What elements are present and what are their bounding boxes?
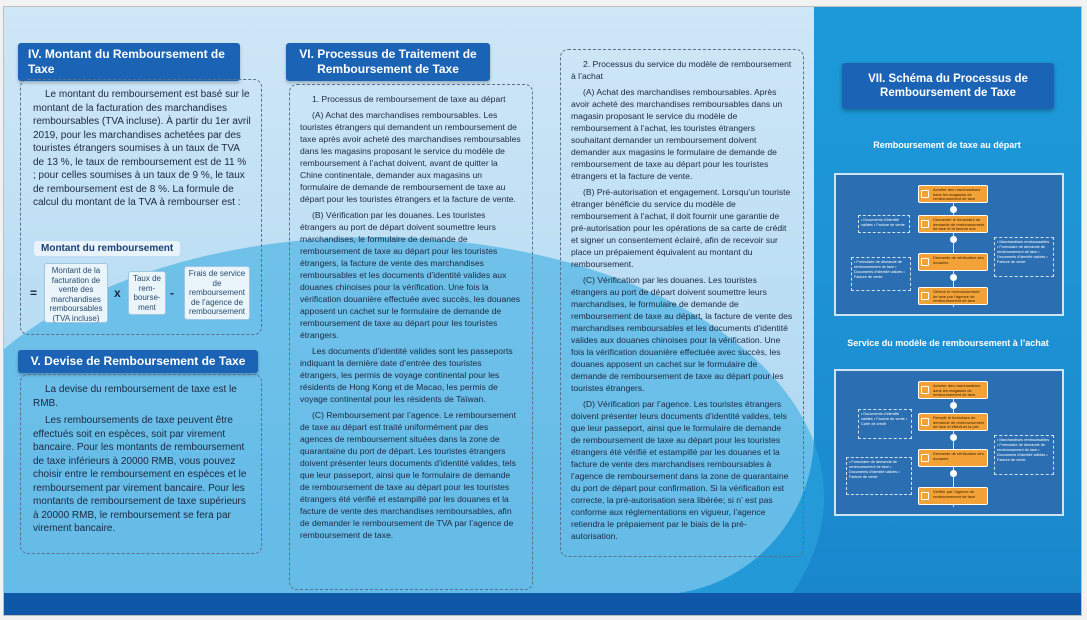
section5-p2: Les remboursements de taxe peuvent être effectués soit en espèces, soit par virement bancaire. Pour les montants de remboursement de taxe inférieurs à 20000 RMB, vous pouvez choisir entre le remboursement en espèces et le remboursement par virement bancaire. Pour les montants de remboursement de taxe supérieurs à 20000 RMB, le remboursement se fera par virement bancaire. bbox=[33, 415, 247, 534]
step-marker bbox=[950, 274, 957, 281]
footer-band bbox=[4, 593, 1081, 615]
section5-title: V. Devise de Remboursement de Taxe bbox=[18, 350, 258, 373]
diagram2-left-note-b: • Formulaire de demande de remboursement de taxe • Documents d’identité valides • Facture de vente bbox=[846, 457, 912, 495]
section6-title: VI. Processus de Traitement de Remboursement de Taxe bbox=[286, 43, 490, 81]
diagram2-title: Service du modèle de remboursement à l’achat bbox=[847, 338, 1049, 348]
section6-p2: (A) Achat des marchandises remboursables. Les touristes étrangers qui demandent un remboursement de taxe après avoir acheté des marchandises remboursables dans les magasins proposant le service du modèle de remboursement à l’achat doivent, avant de quitter la Chine continentale, demander aux magasins un formulaire de demande de remboursement de taxe au départ pour les touristes étrangers et la facture de vente. bbox=[300, 110, 521, 204]
formula-equals: = bbox=[30, 286, 38, 300]
cart-icon bbox=[921, 386, 929, 394]
diagram2-node-preauth: Remplir le formulaire de demande de remboursement de taxe et effectuer la pré-autorisation bbox=[918, 413, 988, 431]
section6-p5: (C) Remboursement par l’agence. Le remboursement de taxe au départ est traité uniformément par des agences de remboursement situées dans la zone de quarantaine du port de départ. Les touristes étrangers doivent présenter leurs documents d’identité valides, tels que leur passeport, ainsi que le formulaire de demande de remboursement de taxe au départ pour les touristes étrangers été vérifié et estampillé par les douanes et la facture de vente des marchandises remboursables, afin de demander le remboursement de TVA par l’agence de remboursement de taxe. bbox=[300, 410, 516, 540]
diagram1-node-form: Demander le formulaire de demande de remboursement de taxe et la facture aux magasins bbox=[918, 215, 988, 233]
diagram2-node-customs: Demande de vérification des douanes bbox=[918, 449, 988, 467]
section6-p3: (B) Vérification par les douanes. Les touristes étrangers au port de départ doivent soumettre leurs marchandises, le formulaire de demande de remboursement de taxe au départ pour les touristes étrangers, la facture de vente des marchandises remboursables et les documents d’identité valides aux douanes chinoises pour la vérification. Une fois la vérification douanière effectuée avec succès, les douanes apposent un cachet sur le formulaire de demande de remboursement de taxe au départ pour les touristes étrangers. bbox=[300, 210, 521, 340]
section6b-box bbox=[560, 49, 804, 557]
formula-title: Montant du remboursement bbox=[34, 241, 180, 256]
step-marker bbox=[950, 206, 957, 213]
section6b-p3: (B) Pré-autorisation et engagement. Lorsqu’un touriste étranger bénéficie du service du modèle de remboursement à l’achat, il doit fournir une garantie de pré-autorisation pour les opérations de sa carte de crédit et signer un consentement éclairé, afin de recevoir sur place un prépaiement équivalent au montant du remboursement. bbox=[571, 187, 791, 269]
step-marker bbox=[950, 402, 957, 409]
diagram1-title: Remboursement de taxe au départ bbox=[873, 140, 1021, 150]
document-icon bbox=[921, 220, 929, 228]
formula-minus: - bbox=[170, 286, 174, 300]
diagram1-left-note-a: • Documents d’identité valides • Facture de vente bbox=[858, 215, 910, 233]
card-icon bbox=[921, 418, 929, 426]
section6-box bbox=[289, 84, 533, 590]
formula-times: x bbox=[114, 286, 121, 300]
cart-icon bbox=[921, 190, 929, 198]
stamp-icon bbox=[921, 258, 929, 266]
diagram1-node-refund: Obtenir le remboursement de taxe par l’agence de remboursement de taxe bbox=[918, 287, 988, 305]
diagram1-left-note-b: • Formulaire de demande de remboursement de taxe • Documents d’identité valides • Facture de vente bbox=[851, 257, 911, 291]
stamp-icon bbox=[921, 454, 929, 462]
formula-term-sales-amount: Montant de la facturation de vente des marchandises remboursables (TVA incluse) bbox=[44, 263, 108, 323]
section6-p4: Les documents d’identité valides sont les passeports indiquant la dernière date d’entrée des touristes étrangers, les permis de voyage continental pour les résidents de Hong Kong et de Macao, les permis de voyage continental pour les résidents de Taïwan. bbox=[300, 346, 513, 404]
diagram2-left-note-a: • Documents d’identité valides • Facture de vente • Carte de crédit bbox=[858, 409, 912, 439]
section6b-p1: 2. Processus du service du modèle de remboursement à l’achat bbox=[571, 59, 792, 81]
diagram1-right-note: • Marchandises remboursables • Formulaire de demande de remboursement de taxe • Documents d’identité valides • Facture de vente bbox=[994, 237, 1054, 277]
diagram-departure bbox=[834, 173, 1064, 316]
section4-body: Le montant du remboursement est basé sur le montant de la facturation des marchandises remboursables (TVA incluse). À partir du 1er avril 2019, pour les marchandises achetées par des touristes étrangers soumises à un taux de TVA de 13 %, le taux de remboursement est de 11 % ; pour celles soumises à un taux de 9 %, le taux de remboursement est de 8 %. La formule de calcul du montant de la TVA à rembourser est : bbox=[33, 89, 251, 208]
step-marker bbox=[950, 236, 957, 243]
brochure-page bbox=[3, 6, 1082, 616]
section4-title: IV. Montant du Remboursement de Taxe bbox=[18, 43, 240, 81]
section5-box bbox=[20, 374, 262, 554]
diagram2-node-buy: Acheter des marchandises dans les magasins de remboursement de taxe bbox=[918, 381, 988, 399]
envelope-icon bbox=[921, 492, 929, 500]
money-icon bbox=[921, 292, 929, 300]
formula-term-rate: Taux de rem-bourse-ment bbox=[128, 271, 166, 315]
section7-title: VII. Schéma du Processus de Remboursement de Taxe bbox=[842, 63, 1054, 109]
diagram1-node-customs: Demande de vérification des douanes bbox=[918, 253, 988, 271]
section6b-p5: (D) Vérification par l’agence. Les touristes étrangers doivent présenter leurs documents d’identité valides, tels que leur passeport, ainsi que le formulaire de demande de remboursement de taxe au départ pour les touristes étrangers été vérifié et estampillé par les douanes et la facture de vente des marchandises remboursables à l’agence de remboursement dans la zone de quarantaine du port de départ pour confirmation. Si la vérification est correcte, la pré-autorisation sera libérée; si n’ est pas conforme aux réglementations en vigueur, l’agence retiendra le prépaiement par le biais de la pré-autorisation. bbox=[571, 399, 789, 541]
section6b-p2: (A) Achat des marchandises remboursables. Après avoir acheté des marchandises remboursables dans un magasin proposant le service du modèle de remboursement à l’achat, les touristes étrangers souhaitant demander un remboursement doivent demander aux magasins le formulaire de demande de remboursement de taxe au départ pour les touristes étrangers et la facture de vente. bbox=[571, 87, 783, 181]
section6b-p4: (C) Vérification par les douanes. Les touristes étrangers au port de départ doivent soumettre leurs marchandises, le formulaire de demande de remboursement de taxe au départ, la facture de vente des marchandises remboursables et les documents d’identité valides aux douanes chinoises pour la vérification. Une fois la vérification douanière effectuée avec succès, les douanes apposent un cachet sur le formulaire de demande de remboursement de taxe au départ pour les touristes étrangers. bbox=[571, 275, 793, 393]
formula-term-fee: Frais de service de remboursement de l’agence de remboursement bbox=[184, 266, 250, 320]
section6-p1: 1. Processus de remboursement de taxe au départ bbox=[312, 94, 506, 104]
step-marker bbox=[950, 434, 957, 441]
diagram-purchase-model bbox=[834, 369, 1064, 516]
diagram2-node-verify: Vérifier par l’agence de remboursement de taxe bbox=[918, 487, 988, 505]
diagram1-node-buy: Acheter des marchandises dans les magasins de remboursement de taxe bbox=[918, 185, 988, 203]
step-marker bbox=[950, 470, 957, 477]
diagram2-right-note: • Marchandises remboursables • Formulaire de demande de remboursement de taxe • Documents d’identité valides • Facture de vente bbox=[994, 435, 1054, 475]
section5-p1: La devise du remboursement de taxe est le RMB. bbox=[33, 384, 237, 409]
